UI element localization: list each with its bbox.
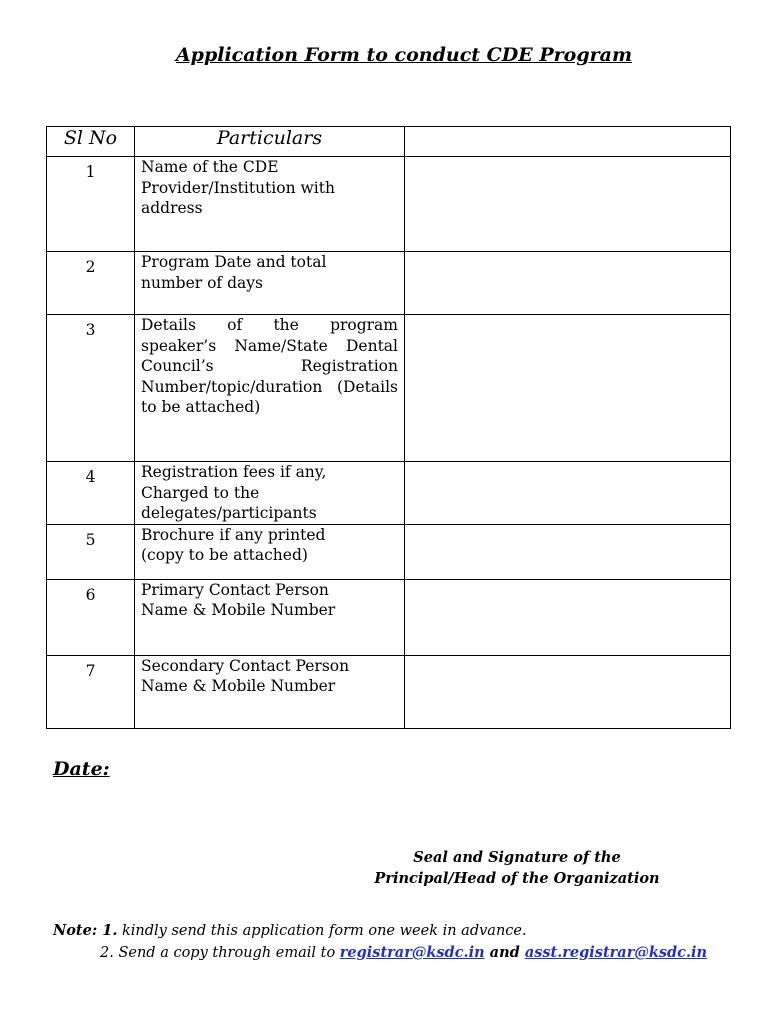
row-number: 6 bbox=[47, 579, 135, 655]
row-number: 2 bbox=[47, 252, 135, 315]
signature-line-2: Principal/Head of the Organization bbox=[374, 870, 660, 887]
row-particular bbox=[135, 252, 405, 315]
row-value-field[interactable] bbox=[405, 315, 731, 462]
note-block bbox=[53, 920, 753, 964]
particular-text: Registration fees if any, Charged to the delegates/participants bbox=[141, 463, 327, 522]
row-number: 7 bbox=[47, 655, 135, 728]
row-particular bbox=[135, 524, 405, 579]
row-value-field[interactable] bbox=[405, 655, 731, 728]
particular-text: Brochure if any printed (copy to be attached) bbox=[141, 525, 326, 564]
table-row bbox=[47, 524, 731, 579]
row-number: 1 bbox=[47, 157, 135, 252]
row-particular bbox=[135, 157, 405, 252]
page-title: Application Form to conduct CDE Program bbox=[175, 44, 633, 66]
signature-line-1: Seal and Signature of the bbox=[413, 849, 621, 866]
table-row bbox=[47, 579, 731, 655]
row-particular bbox=[135, 315, 405, 462]
row-particular bbox=[135, 655, 405, 728]
row-number: 4 bbox=[47, 462, 135, 525]
row-value-field[interactable] bbox=[405, 157, 731, 252]
note-prefix: Note: 1. bbox=[53, 922, 118, 939]
table-row bbox=[47, 655, 731, 728]
table-row bbox=[47, 462, 731, 525]
date-label: Date: bbox=[53, 758, 110, 780]
application-form-table bbox=[46, 126, 731, 729]
particular-text: Secondary Contact Person Name & Mobile Number bbox=[141, 656, 350, 695]
row-value-field[interactable] bbox=[405, 252, 731, 315]
row-value-field[interactable] bbox=[405, 462, 731, 525]
table-row bbox=[47, 157, 731, 252]
particular-text: Program Date and total number of days bbox=[141, 253, 327, 292]
particular-text: Details of the program speaker’s Name/State Dental Council’s Registration Number/topic/duration (Details to be attached) bbox=[141, 316, 398, 416]
note-line-2 bbox=[53, 942, 753, 964]
header-value bbox=[405, 127, 731, 157]
registrar-email-link[interactable]: registrar@ksdc.in bbox=[339, 944, 485, 961]
table-header-row bbox=[47, 127, 731, 157]
signature-block bbox=[364, 847, 670, 889]
row-number: 3 bbox=[47, 315, 135, 462]
header-particulars: Particulars bbox=[135, 127, 405, 157]
row-value-field[interactable] bbox=[405, 524, 731, 579]
table-row bbox=[47, 252, 731, 315]
note-text-2: 2. Send a copy through email to bbox=[100, 945, 340, 961]
header-sl-no: Sl No bbox=[47, 127, 135, 157]
table-row bbox=[47, 315, 731, 462]
asst-registrar-email-link[interactable]: asst.registrar@ksdc.in bbox=[524, 944, 708, 961]
row-particular bbox=[135, 579, 405, 655]
particular-text: Name of the CDE Provider/Institution with address bbox=[141, 158, 335, 217]
note-text-1: kindly send this application form one week in advance. bbox=[117, 923, 527, 939]
row-number: 5 bbox=[47, 524, 135, 579]
note-conjunction: and bbox=[484, 944, 525, 961]
particular-text: Primary Contact Person Name & Mobile Number bbox=[141, 580, 336, 619]
row-value-field[interactable] bbox=[405, 579, 731, 655]
row-particular bbox=[135, 462, 405, 525]
note-line-1 bbox=[53, 920, 753, 942]
